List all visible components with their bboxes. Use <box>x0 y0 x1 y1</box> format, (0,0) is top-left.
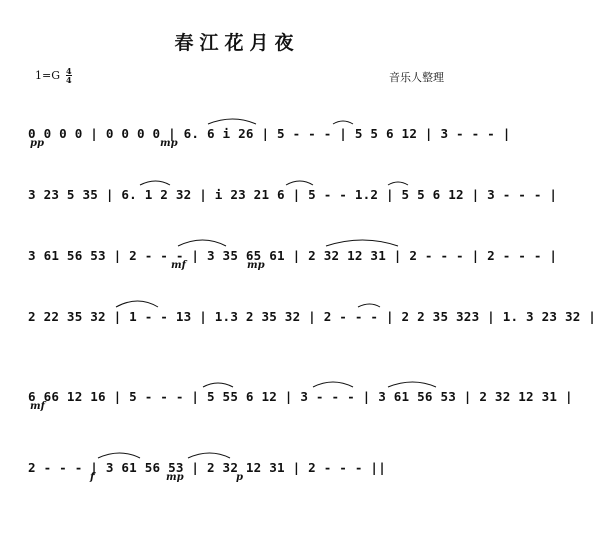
notation-line: 3 61 56 53 | 2 - - - | 3 35 65 61 | 2 32 12 31 | 2 - - - | 2 - - - | <box>28 248 558 263</box>
staff-row-5 <box>28 375 573 415</box>
dynamic-mark: mf <box>30 401 45 412</box>
dynamic-mark: mp <box>166 472 184 483</box>
staff-row-6 <box>28 446 448 486</box>
time-signature <box>66 67 72 84</box>
staff-row-1 <box>28 112 511 152</box>
dynamic-mark: p <box>236 472 243 483</box>
notation-line: 6 66 12 16 | 5 - - - | 5 55 6 12 | 3 - - - | 3 61 56 53 | 2 32 12 31 | <box>28 389 573 404</box>
dynamic-mark: mp <box>247 260 265 271</box>
dynamic-mark: f <box>90 472 95 483</box>
notation-line: 2 22 35 32 | 1 - - 13 | 1.3 2 35 32 | 2 - - - | 2 2 35 323 | 1. 3 23 32 | <box>28 309 596 324</box>
key-label: 1=G <box>35 69 61 82</box>
staff-row-2 <box>28 173 558 213</box>
staff-row-4 <box>28 295 596 335</box>
staff-row-3 <box>28 234 558 274</box>
score-title: 春江花月夜 <box>174 32 300 54</box>
time-signature-bottom: 4 <box>66 75 72 85</box>
arranger-credit: 音乐人整理 <box>389 71 444 84</box>
dynamic-mark: mf <box>171 260 186 271</box>
dynamic-mark: mp <box>160 138 178 149</box>
notation-line: 3 23 5 35 | 6. 1 2 32 | i 23 21 6 | 5 - - 1.2 | 5 5 6 12 | 3 - - - | <box>28 187 558 202</box>
dynamic-mark: pp <box>30 138 44 149</box>
time-signature-top: 4 <box>66 66 72 76</box>
key-signature <box>35 67 72 84</box>
notation-line: 2 - - - | 3 61 56 53 | 2 32 12 31 | 2 - - - || <box>28 460 386 475</box>
notation-line: 0 0 0 0 | 0 0 0 0 | 6. 6 i 26 | 5 - - - | 5 5 6 12 | 3 - - - | <box>28 126 511 141</box>
